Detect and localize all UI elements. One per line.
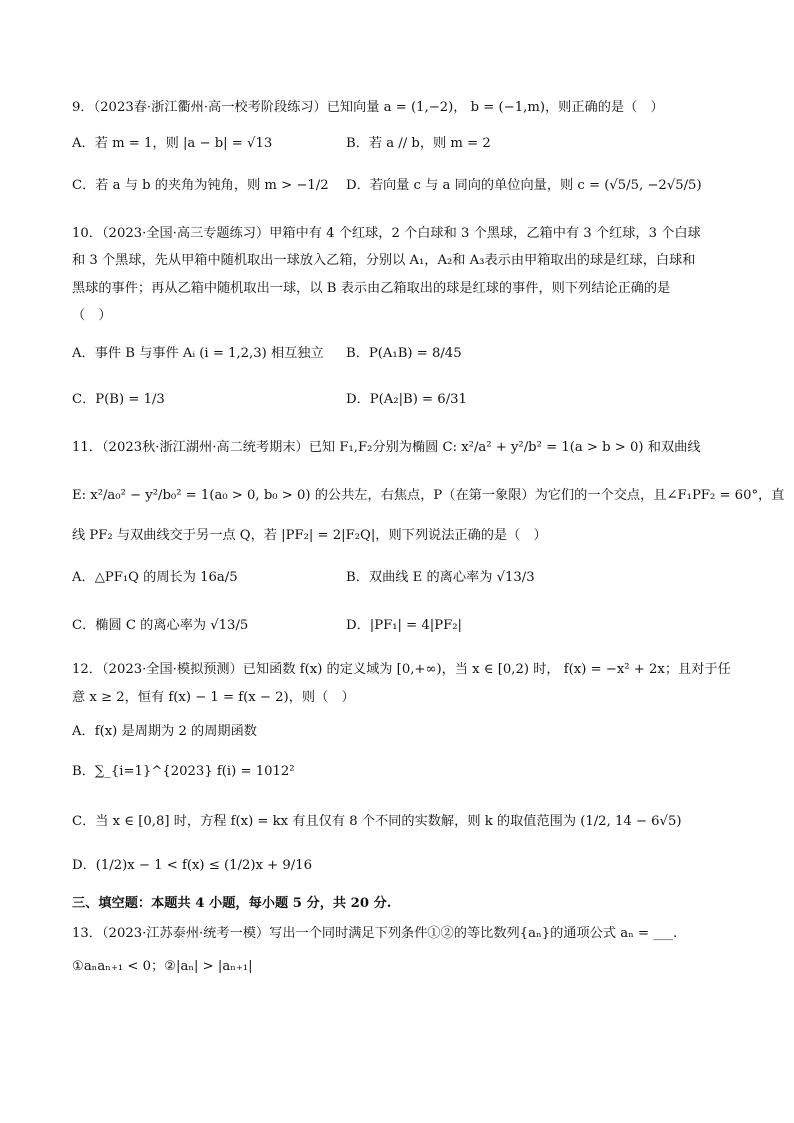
question-12-stem-line-2: 意 x ≥ 2，恒有 f(x) − 1 = f(x − 2)，则（ ） [72, 690, 355, 705]
question-9-option-d: D．若向量 c 与 a 同向的单位向量，则 c = (√5/5, −2√5/5) [346, 178, 702, 193]
question-10-stem-line-4: （ ） [72, 308, 112, 323]
question-12-option-d: D．(1/2)x − 1 < f(x) ≤ (1/2)x + 9/16 [72, 858, 313, 873]
section-heading-fill-in: 三、填空题：本题共 4 小题，每小题 5 分，共 20 分. [72, 896, 392, 911]
question-10-stem-line-3: 黑球的事件；再从乙箱中随机取出一球，以 B 表示由乙箱取出的球是红球的事件，则下列结论正确的是 [72, 281, 671, 296]
question-10-stem-line-1: 10．（2023·全国·高三专题练习）甲箱中有 4 个红球，2 个白球和 3 个黑球，乙箱中有 3 个红球，3 个白球 [72, 226, 701, 241]
question-9-option-b: B．若 a // b，则 m = 2 [346, 136, 491, 151]
question-11-stem-line-1: 11．（2023秋·浙江湖州·高二统考期末）已知 F₁,F₂分别为椭圆 C: x²/a² + y²/b² = 1(a > b > 0) 和双曲线 [72, 440, 701, 455]
question-10-option-a: A．事件 B 与事件 Aᵢ (i = 1,2,3) 相互独立 [72, 346, 324, 361]
question-10-option-d: D．P(A₂|B) = 6/31 [346, 392, 467, 407]
question-11-option-d: D．|PF₁| = 4|PF₂| [346, 618, 462, 633]
question-11-option-b: B．双曲线 E 的离心率为 √13/3 [346, 570, 535, 585]
question-12-option-c: C．当 x ∈ [0,8] 时，方程 f(x) = kx 有且仅有 8 个不同的实数解，则 k 的取值范围为 (1/2, 14 − 6√5) [72, 814, 682, 829]
question-11-stem-line-2: E: x²/a₀² − y²/b₀² = 1(a₀ > 0, b₀ > 0) 的公共左，右焦点，P（在第一象限）为它们的一个交点，且∠F₁PF₂ = 60°，直 [72, 488, 785, 503]
question-10-stem-line-2: 和 3 个黑球，先从甲箱中随机取出一球放入乙箱，分别以 A₁，A₂和 A₃表示由甲箱取出的球是红球，白球和 [72, 253, 696, 268]
question-9-stem: 9．（2023春·浙江衢州·高一校考阶段练习）已知向量 a = (1,−2)， b = (−1,m)，则正确的是（ ） [72, 100, 664, 115]
question-11-stem-line-3: 线 PF₂ 与双曲线交于另一点 Q，若 |PF₂| = 2|F₂Q|，则下列说法正确的是（ ） [72, 528, 547, 543]
question-9-option-a: A．若 m = 1，则 |a − b| = √13 [72, 136, 273, 151]
question-11-option-a: A．△PF₁Q 的周长为 16a/5 [72, 570, 238, 585]
question-10-option-b: B．P(A₁B) = 8/45 [346, 346, 462, 361]
question-10-option-c: C．P(B) = 1/3 [72, 392, 165, 407]
question-11-option-c: C．椭圆 C 的离心率为 √13/5 [72, 618, 249, 633]
question-13-conditions: ①aₙaₙ₊₁ < 0；②|aₙ| > |aₙ₊₁| [72, 959, 253, 974]
question-12-option-b: B．∑_{i=1}^{2023} f(i) = 1012² [72, 764, 295, 779]
question-12-option-a: A．f(x) 是周期为 2 的周期函数 [72, 724, 257, 739]
question-9-option-c: C．若 a 与 b 的夹角为钝角，则 m > −1/2 [72, 178, 329, 193]
question-13-stem: 13．（2023·江苏泰州·统考一模）写出一个同时满足下列条件①②的等比数列{aₙ}的通项公式 aₙ = ___. [72, 926, 678, 941]
question-12-stem-line-1: 12．（2023·全国·模拟预测）已知函数 f(x) 的定义域为 [0,+∞)，当 x ∈ [0,2) 时， f(x) = −x² + 2x；且对于任 [72, 662, 731, 677]
